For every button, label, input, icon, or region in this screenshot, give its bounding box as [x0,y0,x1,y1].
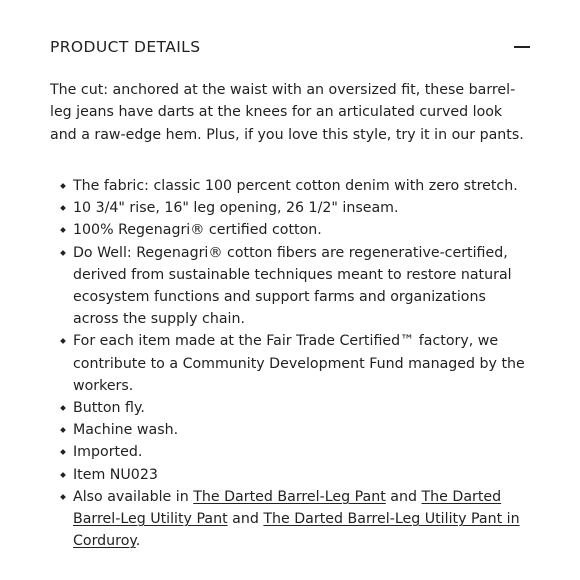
barrel-leg-utility-pant-link[interactable]: The Darted Barrel-Leg Utility Pant [73,488,502,528]
bullet-icon [60,472,66,478]
feature-text: Imported. [73,444,143,461]
feature-item [50,219,530,241]
feature-text: 10 3/4" rise, 16" leg opening, 26 1/2" inseam. [73,200,399,217]
feature-text: The fabric: classic 100 percent cotton denim with zero stretch. [73,178,518,194]
bullet-icon [60,450,66,456]
bullet-icon [60,405,66,411]
product-details-header[interactable] [50,34,530,60]
also-available-separator: and [227,511,264,528]
barrel-leg-utility-pant-corduroy-link[interactable]: The Darted Barrel-Leg Utility Pant in Corduroy [73,511,520,550]
feature-text: Button fly. [73,400,145,417]
section-title: PRODUCT DETAILS [50,38,201,56]
feature-item [50,197,530,219]
bullet-icon [60,339,66,345]
feature-text: Machine wash. [73,422,179,439]
feature-text: For each item made at the Fair Trade Certified™ factory, we contribute to a Community Development Fund managed by the workers. [73,333,525,394]
barrel-leg-pant-link[interactable]: The Darted Barrel-Leg Pant [193,488,386,505]
feature-item [50,441,530,463]
bullet-icon [60,228,66,234]
feature-item [50,175,530,197]
feature-text: Do Well: Regenagri® cotton fibers are regenerative-certified, derived from sustainable techniques meant to restore natural ecosystem functions and support farms and organizations across the supply chain. [73,244,512,328]
feature-item [50,397,530,419]
feature-item [50,330,530,397]
bullet-icon [60,205,66,211]
bullet-icon [60,183,66,189]
also-available-item [50,486,530,553]
minus-icon[interactable] [510,34,532,60]
bullet-icon [60,494,66,500]
feature-text: Item NU023 [73,466,158,483]
product-description: The cut: anchored at the waist with an oversized fit, these barrel-leg jeans have darts at the knees for an articulated curved look and a raw-edge hem. Plus, if you love this style, try it in our pants. [50,82,524,143]
feature-text: 100% Regenagri® certified cotton. [73,222,322,239]
bullet-icon [60,250,66,256]
also-available-prefix: Also available in [73,488,194,505]
also-available-separator: and [385,488,422,505]
bullet-icon [60,427,66,433]
feature-item [50,242,530,331]
also-available-suffix: . [135,533,141,550]
feature-item [50,464,530,486]
feature-list [50,175,530,552]
feature-item [50,419,530,441]
